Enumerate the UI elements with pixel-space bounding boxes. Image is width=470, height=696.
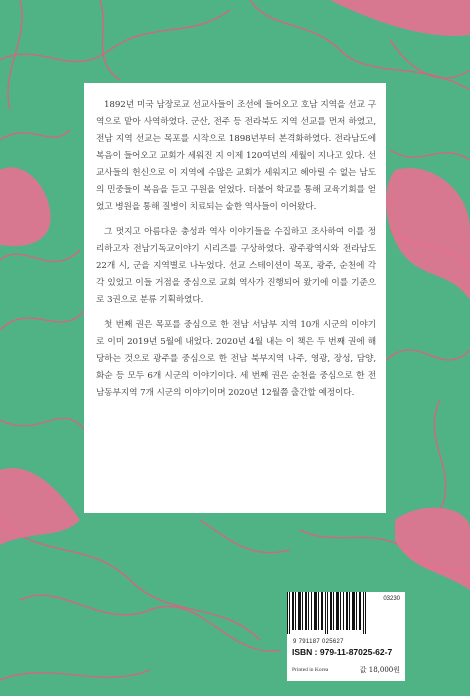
paragraph-2: 그 멋지고 아름다운 충성과 역사 이야기들을 수집하고 조사하여 이를 정리하고자 전남기독교이야기 시리즈를 구상하였다. 광주광역시와 전라남도 22개 시, 군을 지역별로 나누었다. 선교 스테이션이 목포, 광주, 순천에 각각 있었고 이들 거점을 중심으로 교회 역사가 진행되어 왔기에 이를 기준으로 3권으로 분류 기획하였다. <box>96 227 376 305</box>
description-panel <box>84 83 386 513</box>
paragraph-1: 1892년 미국 남장로교 선교사들이 조선에 들어오고 호남 지역을 선교 구역으로 맡아 사역하였다. 군산, 전주 등 전라북도 지역 선교를 먼저 하였고, 전남 지역 선교는 목포를 시작으로 1898년부터 본격화하였다. 전라남도에 복음이 들어오고 교회가 세워진 지 이제 120여년의 세월이 지나고 있다. 선교사들의 헌신으로 이 지역에 수많은 교회가 세워지고 헤아릴 수 없는 남도의 민중들이 복음을 듣고 구원을 얻었다. 더불어 학교를 통해 교육기회를 얻었고 병원을 통해 질병이 치료되는 숱한 역사들이 이어왔다. <box>96 100 376 212</box>
paragraph-3: 첫 번째 권은 목포를 중심으로 한 전남 서남부 지역 10개 시군의 이야기로 이미 2019년 5월에 내었다. 2020년 4월 내는 이 책은 두 번째 권에 해당하는 것으로 광주를 중심으로 한 전남 북부지역 나주, 영광, 장성, 담양, 화순 등 모두 6개 시군의 이야기이다. 세 번째 권은 순천을 중심으로 한 전남동부지역 7개 시군의 이야기이며 2020년 12월쯤 출간할 예정이다. <box>96 320 376 398</box>
barcode-image <box>287 592 369 634</box>
price-text: 값 18,000원 <box>359 666 400 674</box>
barcode-digits: 9 791187 025627 <box>293 639 344 645</box>
barcode-label <box>287 592 405 681</box>
isbn-text: ISBN : 979-11-87025-62-7 <box>292 647 393 657</box>
barcode-addon-code: 03230 <box>383 596 400 602</box>
printed-in-korea: Printed in Korea <box>292 667 329 673</box>
